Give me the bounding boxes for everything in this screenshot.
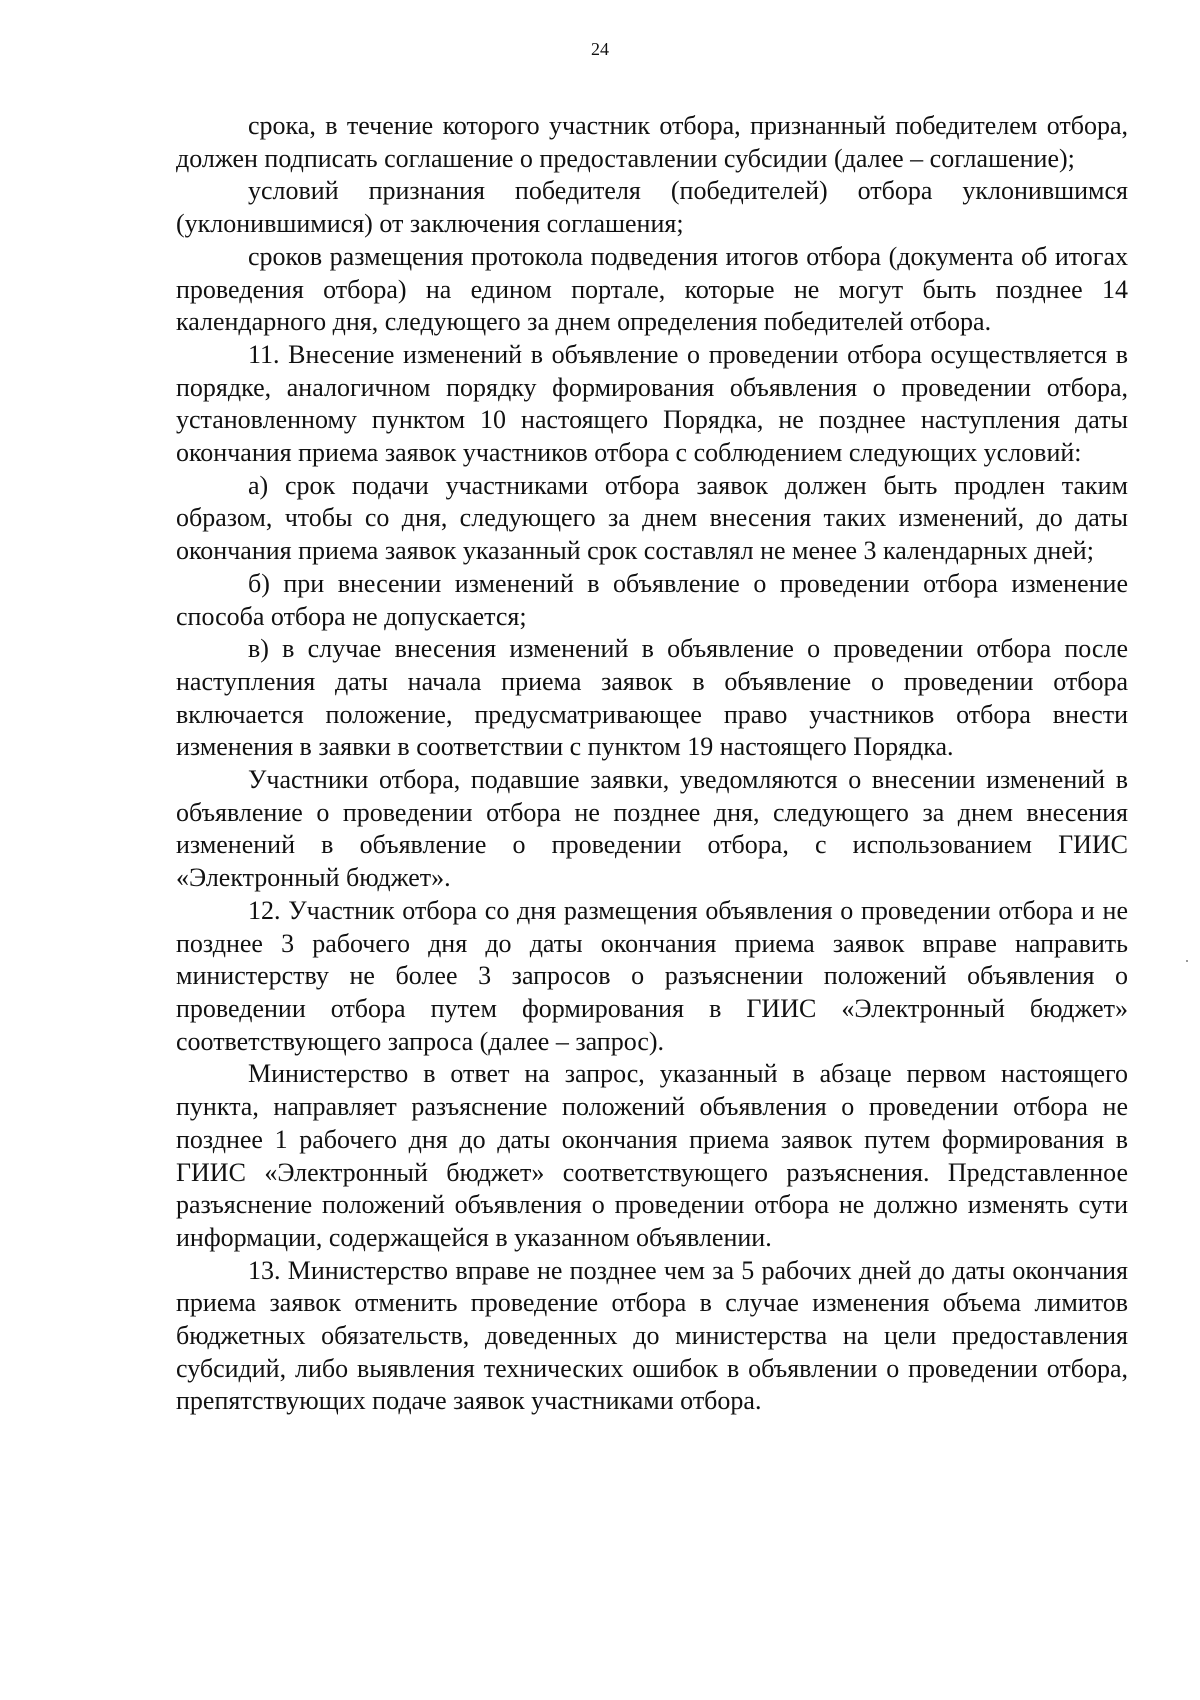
paragraph-8: Участники отбора, подавшие заявки, уведомляются о внесении изменений в объявление о проведении отбора не позднее дня, следующего за днем внесения изменений в объявление о проведении отбора, с использованием ГИИС «Электронный бюджет».	[176, 765, 1128, 893]
paragraph-10: Министерство в ответ на запрос, указанный в абзаце первом настоящего пункта, направляет разъяснение положений объявления о проведении отбора не позднее 1 рабочего дня до даты окончания приема заявок путем формирования в ГИИС «Электронный бюджет» соответствующего разъяснения. Представленное разъяснение положений объявления о проведении отбора не должно изменять сути информации, содержащейся в указанном объявлении.	[176, 1059, 1128, 1252]
document-body	[176, 110, 1128, 1418]
paragraph-4: 11. Внесение изменений в объявление о проведении отбора осуществляется в порядке, аналогичном порядку формирования объявления о проведении отбора, установленному пунктом 10 настоящего Порядка, не позднее наступления даты окончания приема заявок участников отбора с соблюдением следующих условий:	[176, 339, 1128, 468]
page-number: 24	[591, 39, 609, 59]
paragraph-2: условий признания победителя (победителей) отбора уклонившимся (уклонившимися) от заключения соглашения;	[176, 176, 1128, 239]
paragraph-7: в) в случае внесения изменений в объявление о проведении отбора после наступления даты начала приема заявок в объявление о проведении отбора включается положение, предусматривающее право участников отбора внести изменения в заявки в соответствии с пунктом 19 настоящего Порядка.	[176, 634, 1128, 762]
scan-speck	[1186, 960, 1188, 962]
paragraph-6: б) при внесении изменений в объявление о проведении отбора изменение способа отбора не допускается;	[176, 568, 1128, 631]
paragraph-11: 13. Министерство вправе не позднее чем за 5 рабочих дней до даты окончания приема заявок отменить проведение отбора в случае изменения объема лимитов бюджетных обязательств, доведенных до министерства на цели предоставления субсидий, либо выявления технических ошибок в объявлении о проведении отбора, препятствующих подаче заявок участниками отбора.	[176, 1255, 1128, 1416]
paragraph-9: 12. Участник отбора со дня размещения объявления о проведении отбора и не позднее 3 рабочего дня до даты окончания приема заявок вправе направить министерству не более 3 запросов о разъяснении положений объявления о проведении отбора путем формирования в ГИИС «Электронный бюджет» соответствующего запроса (далее – запрос).	[176, 895, 1128, 1056]
paragraph-3: сроков размещения протокола подведения итогов отбора (документа об итогах проведения отбора) на едином портале, которые не могут быть позднее 14 календарного дня, следующего за днем определения победителей отбора.	[176, 241, 1128, 337]
paragraph-1: срока, в течение которого участник отбора, признанный победителем отбора, должен подписать соглашение о предоставлении субсидии (далее – соглашение);	[176, 111, 1128, 173]
paragraph-5: а) срок подачи участниками отбора заявок должен быть продлен таким образом, чтобы со дня, следующего за днем внесения таких изменений, до даты окончания приема заявок указанный срок составлял не менее 3 календарных дней;	[176, 470, 1128, 566]
